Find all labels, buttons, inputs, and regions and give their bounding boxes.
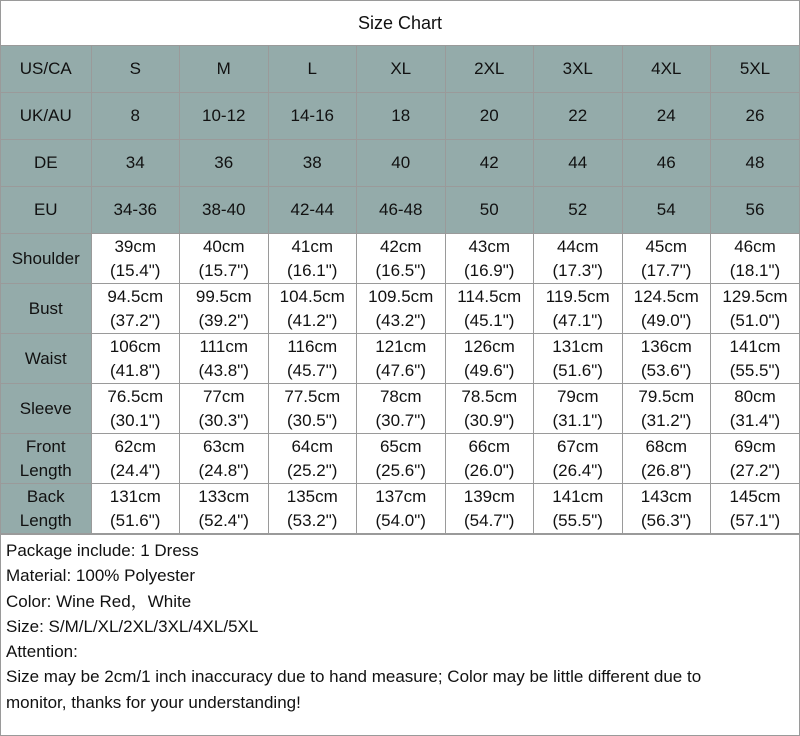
measurement-row <box>1 334 799 384</box>
size-cell: 2XL <box>445 46 534 93</box>
measurement-cell <box>622 334 711 384</box>
measurement-inch: (16.1") <box>287 260 338 280</box>
measurement-inch: (52.4") <box>198 510 249 530</box>
size-cell: 4XL <box>622 46 711 93</box>
measurement-cm: 141cm <box>552 486 604 506</box>
measurement-cell <box>357 334 446 384</box>
size-row <box>1 187 799 234</box>
measurement-cell <box>180 384 269 434</box>
measurement-inch: (47.6") <box>375 360 426 380</box>
measurement-row <box>1 384 799 434</box>
measurement-cm: 131cm <box>552 336 604 356</box>
measurement-row <box>1 484 799 534</box>
measurement-cell <box>91 434 180 484</box>
measurement-cell <box>534 434 623 484</box>
size-row <box>1 93 799 140</box>
measurement-cell <box>445 334 534 384</box>
size-table-body <box>1 46 799 534</box>
measurement-inch: (49.0") <box>641 310 692 330</box>
measurement-inch: (26.8") <box>641 460 692 480</box>
note-line: Size: S/M/L/XL/2XL/3XL/4XL/5XL <box>6 616 259 636</box>
measurement-row <box>1 434 799 484</box>
measurement-label <box>1 234 91 284</box>
measurement-row <box>1 284 799 334</box>
measurement-cell <box>180 334 269 384</box>
measurement-cm: 46cm <box>734 236 776 256</box>
measurement-cell <box>180 234 269 284</box>
measurement-cm: 62cm <box>114 436 157 456</box>
size-cell: 40 <box>357 140 446 187</box>
measurement-inch: (27.2") <box>729 460 781 480</box>
measurement-inch: (17.3") <box>552 260 603 280</box>
measurement-cm: 131cm <box>109 486 161 506</box>
size-cell: 3XL <box>534 46 623 93</box>
measurement-cell <box>445 284 534 334</box>
measurement-cm: 106cm <box>109 336 161 356</box>
measurement-label <box>1 384 91 434</box>
measurement-inch: (25.6") <box>375 460 426 480</box>
size-row <box>1 46 799 93</box>
measurement-cm: 126cm <box>463 336 515 356</box>
measurement-label-line: Bust <box>28 298 63 318</box>
measurement-cell <box>711 484 800 534</box>
measurement-cm: 129.5cm <box>722 286 788 306</box>
size-cell: 20 <box>445 93 534 140</box>
measurement-inch: (26.0") <box>464 460 515 480</box>
measurement-cell <box>534 384 623 434</box>
measurement-cell <box>180 284 269 334</box>
measurement-cell <box>268 234 357 284</box>
measurement-cell <box>268 384 357 434</box>
measurement-cell <box>91 234 180 284</box>
measurement-inch: (18.1") <box>729 260 781 280</box>
size-row-label: DE <box>1 140 91 187</box>
size-cell: 24 <box>622 93 711 140</box>
measurement-inch: (26.4") <box>552 460 603 480</box>
measurement-cell <box>711 384 800 434</box>
measurement-cell <box>534 484 623 534</box>
measurement-inch: (24.8") <box>198 460 249 480</box>
measurement-inch: (53.6") <box>641 360 692 380</box>
measurement-cm: 66cm <box>468 436 511 456</box>
measurement-inch: (49.6") <box>464 360 515 380</box>
size-cell: 44 <box>534 140 623 187</box>
measurement-inch: (41.8") <box>110 360 161 380</box>
measurement-cm: 65cm <box>379 436 422 456</box>
measurement-label <box>1 484 91 534</box>
note-line: Color: Wine Red，White <box>6 591 192 611</box>
size-cell: L <box>268 46 357 93</box>
measurement-cell <box>445 434 534 484</box>
measurement-cm: 111cm <box>199 336 248 356</box>
measurement-cm: 133cm <box>198 486 250 506</box>
note-line: Size may be 2cm/1 inch inaccuracy due to hand measure; Color may be little different due to <box>6 667 702 687</box>
size-cell: M <box>180 46 269 93</box>
measurement-label-line: Length <box>19 510 72 530</box>
measurement-label-line: Front <box>25 436 66 456</box>
measurement-cm: 63cm <box>202 436 245 456</box>
measurement-cell <box>268 434 357 484</box>
measurement-inch: (57.1") <box>729 510 781 530</box>
measurement-cell <box>711 334 800 384</box>
measurement-cm: 44cm <box>556 236 599 256</box>
size-cell: 10-12 <box>180 93 269 140</box>
measurement-cell <box>180 484 269 534</box>
measurement-cell <box>534 284 623 334</box>
measurement-cell <box>711 284 800 334</box>
measurement-cm: 136cm <box>640 336 692 356</box>
measurement-inch: (45.7") <box>287 360 338 380</box>
measurement-cell <box>622 284 711 334</box>
measurement-cm: 43cm <box>468 236 511 256</box>
measurement-inch: (55.5") <box>552 510 603 530</box>
note-line: Package include: 1 Dress <box>6 541 199 560</box>
note-line: Material: 100% Polyester <box>6 566 195 586</box>
measurement-inch: (30.3") <box>198 410 249 430</box>
size-cell: 46 <box>622 140 711 187</box>
measurement-label <box>1 334 91 384</box>
measurement-cm: 116cm <box>287 336 338 356</box>
measurement-cm: 99.5cm <box>195 286 252 306</box>
measurement-inch: (51.0") <box>729 310 781 330</box>
size-row-label: US/CA <box>1 46 91 93</box>
measurement-cell <box>711 234 800 284</box>
measurement-inch: (45.1") <box>464 310 515 330</box>
measurement-label-line: Sleeve <box>19 398 72 418</box>
measurement-cell <box>622 434 711 484</box>
measurement-cm: 42cm <box>379 236 422 256</box>
measurement-cm: 78.5cm <box>461 386 518 406</box>
measurement-cell <box>622 484 711 534</box>
measurement-cm: 124.5cm <box>633 286 699 306</box>
measurement-cell <box>91 384 180 434</box>
measurement-cell <box>357 434 446 484</box>
size-cell: 48 <box>711 140 800 187</box>
measurement-inch: (43.2") <box>375 310 426 330</box>
measurement-cell <box>357 234 446 284</box>
measurement-inch: (55.5") <box>729 360 781 380</box>
size-cell: 54 <box>622 187 711 234</box>
measurement-cell <box>711 434 800 484</box>
measurement-cm: 77cm <box>202 386 245 406</box>
size-cell: 14-16 <box>268 93 357 140</box>
measurement-cm: 119.5cm <box>545 286 610 306</box>
measurement-label-line: Length <box>19 460 72 480</box>
measurement-inch: (54.0") <box>375 510 426 530</box>
size-cell: S <box>91 46 180 93</box>
size-cell: 22 <box>534 93 623 140</box>
measurement-inch: (30.1") <box>110 410 161 430</box>
size-cell: XL <box>357 46 446 93</box>
measurement-inch: (51.6") <box>110 510 161 530</box>
measurement-inch: (53.2") <box>287 510 338 530</box>
measurement-cm: 135cm <box>286 486 338 506</box>
measurement-cell <box>357 384 446 434</box>
measurement-label <box>1 284 91 334</box>
measurement-cell <box>534 234 623 284</box>
measurement-cm: 68cm <box>645 436 688 456</box>
measurement-cell <box>445 384 534 434</box>
measurement-cell <box>268 484 357 534</box>
measurement-cm: 145cm <box>729 486 781 506</box>
size-cell: 5XL <box>711 46 800 93</box>
measurement-inch: (30.7") <box>375 410 426 430</box>
measurement-inch: (16.9") <box>464 260 515 280</box>
measurement-inch: (43.8") <box>198 360 249 380</box>
measurement-cm: 64cm <box>291 436 334 456</box>
measurement-inch: (31.1") <box>552 410 603 430</box>
measurement-cell <box>357 284 446 334</box>
size-cell: 26 <box>711 93 800 140</box>
size-row <box>1 140 799 187</box>
measurement-inch: (25.2") <box>287 460 338 480</box>
measurement-inch: (30.5") <box>287 410 338 430</box>
size-cell: 42 <box>445 140 534 187</box>
measurement-cell <box>357 484 446 534</box>
size-cell: 8 <box>91 93 180 140</box>
size-cell: 52 <box>534 187 623 234</box>
measurement-cm: 78cm <box>379 386 422 406</box>
measurement-cm: 94.5cm <box>107 286 164 306</box>
measurement-cm: 121cm <box>375 336 427 356</box>
size-cell: 18 <box>357 93 446 140</box>
size-cell: 46-48 <box>357 187 446 234</box>
measurement-cm: 114.5cm <box>457 286 522 306</box>
measurement-inch: (41.2") <box>287 310 338 330</box>
size-cell: 38-40 <box>180 187 269 234</box>
measurement-cm: 67cm <box>556 436 599 456</box>
measurement-cm: 79.5cm <box>638 386 695 406</box>
measurement-cm: 40cm <box>202 236 245 256</box>
measurement-inch: (16.5") <box>375 260 426 280</box>
measurement-cell <box>445 234 534 284</box>
size-table <box>1 46 799 534</box>
note-line: Attention: <box>6 642 78 662</box>
size-cell: 34-36 <box>91 187 180 234</box>
measurement-label-line: Waist <box>24 348 67 368</box>
measurement-inch: (15.4") <box>110 260 161 280</box>
measurement-label-line: Shoulder <box>11 248 80 268</box>
measurement-inch: (15.7") <box>198 260 249 280</box>
measurement-inch: (51.6") <box>552 360 603 380</box>
size-cell: 36 <box>180 140 269 187</box>
measurement-cm: 41cm <box>291 236 334 256</box>
measurement-cell <box>91 284 180 334</box>
size-cell: 56 <box>711 187 800 234</box>
measurement-row <box>1 234 799 284</box>
measurement-cell <box>622 234 711 284</box>
size-cell: 38 <box>268 140 357 187</box>
size-row-label: EU <box>1 187 91 234</box>
measurement-cm: 137cm <box>375 486 427 506</box>
measurement-cm: 77.5cm <box>284 386 341 406</box>
measurement-label-line: Back <box>26 486 65 506</box>
measurement-inch: (31.2") <box>641 410 692 430</box>
chart-title: Size Chart <box>1 1 799 46</box>
size-cell: 50 <box>445 187 534 234</box>
measurement-cm: 104.5cm <box>279 286 345 306</box>
measurement-inch: (37.2") <box>110 310 161 330</box>
measurement-inch: (17.7") <box>641 260 692 280</box>
measurement-cm: 69cm <box>734 436 776 456</box>
size-row-label: UK/AU <box>1 93 91 140</box>
measurement-cm: 143cm <box>640 486 692 506</box>
measurement-cm: 141cm <box>729 336 781 356</box>
measurement-cm: 109.5cm <box>368 286 434 306</box>
measurement-label <box>1 434 91 484</box>
measurement-cm: 80cm <box>734 386 776 406</box>
measurement-inch: (56.3") <box>641 510 692 530</box>
measurement-cell <box>91 484 180 534</box>
size-cell: 42-44 <box>268 187 357 234</box>
measurement-cell <box>445 484 534 534</box>
measurement-inch: (39.2") <box>198 310 249 330</box>
measurement-cell <box>91 334 180 384</box>
measurement-cm: 76.5cm <box>107 386 164 406</box>
measurement-cell <box>180 434 269 484</box>
measurement-cm: 139cm <box>463 486 515 506</box>
measurement-cm: 79cm <box>556 386 599 406</box>
note-line: monitor, thanks for your understanding! <box>6 692 301 712</box>
measurement-cell <box>268 334 357 384</box>
product-notes <box>1 534 799 715</box>
measurement-cell <box>268 284 357 334</box>
size-cell: 34 <box>91 140 180 187</box>
measurement-inch: (24.4") <box>110 460 161 480</box>
measurement-inch: (47.1") <box>552 310 603 330</box>
measurement-inch: (30.9") <box>464 410 515 430</box>
measurement-inch: (54.7") <box>464 510 515 530</box>
measurement-cell <box>622 384 711 434</box>
measurement-inch: (31.4") <box>729 410 781 430</box>
measurement-cm: 39cm <box>114 236 157 256</box>
measurement-cm: 45cm <box>645 236 688 256</box>
measurement-cell <box>534 334 623 384</box>
